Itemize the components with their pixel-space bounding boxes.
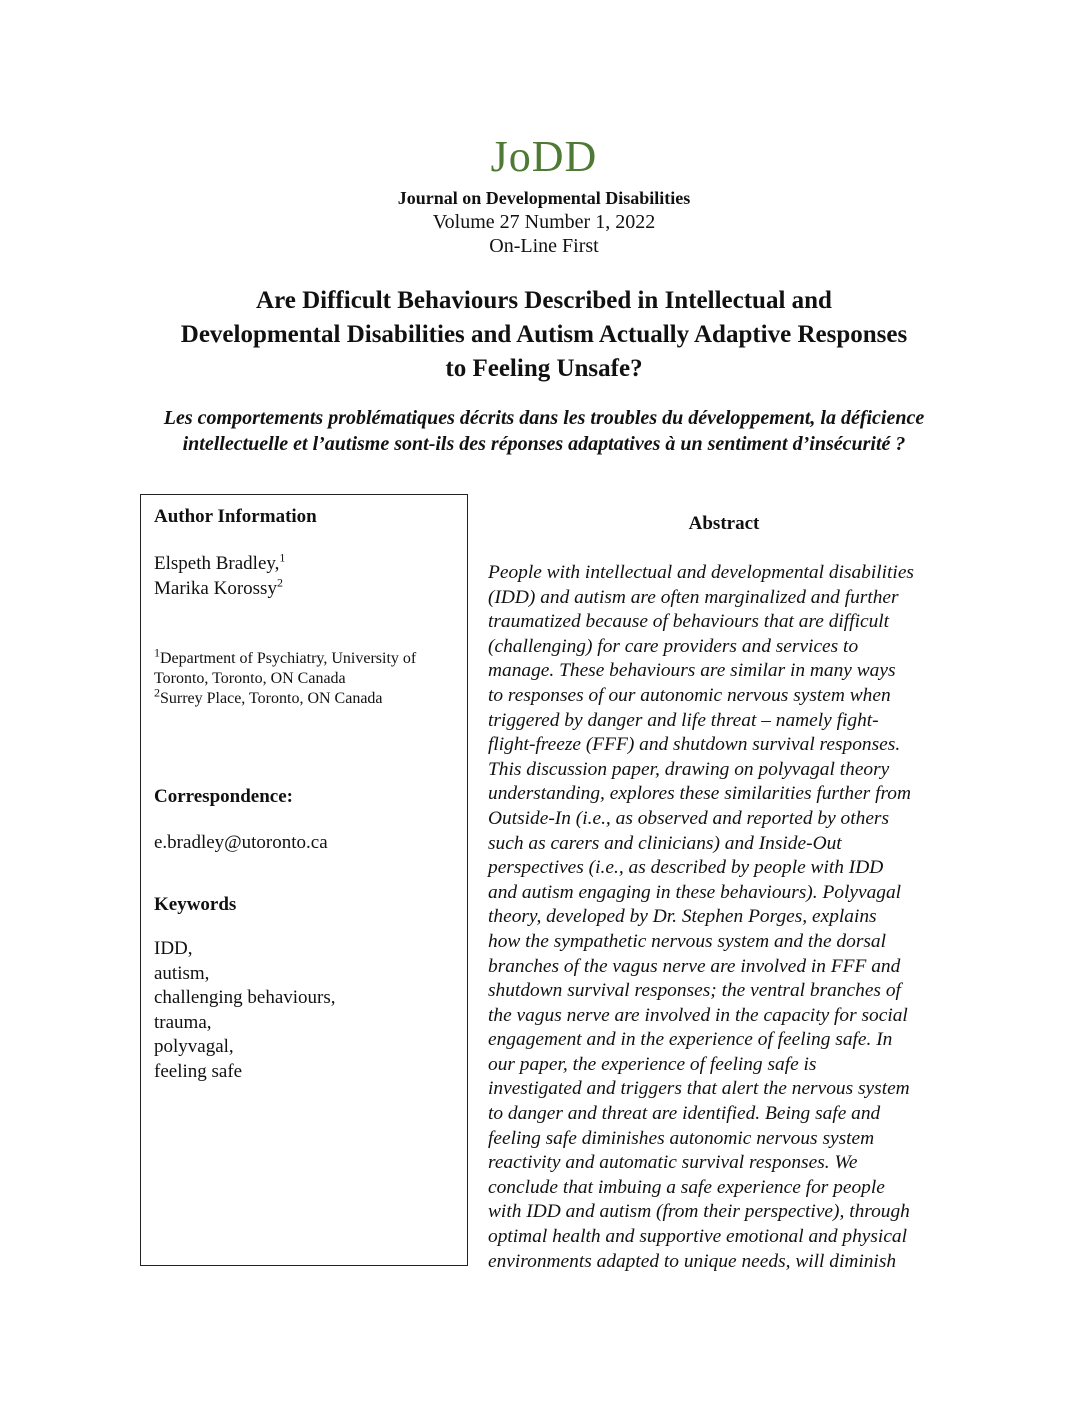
abstract-line: investigated and triggers that alert the nervous system xyxy=(488,1078,910,1100)
author-list xyxy=(154,551,467,601)
keyword: feeling safe xyxy=(154,1060,243,1082)
abstract-line: to responses of our autonomic nervous system when xyxy=(488,684,891,706)
abstract-line: This discussion paper, drawing on polyvagal theory xyxy=(488,758,890,780)
affiliation-entry xyxy=(154,685,454,709)
french-title-line: Les comportements problématiques décrits dans les troubles du développement, la déficience xyxy=(163,407,925,429)
author-superscript: 2 xyxy=(276,575,283,590)
masthead xyxy=(0,132,1088,258)
abstract-line: and autism engaging in these behaviours). Polyvagal xyxy=(488,881,902,903)
author-entry xyxy=(154,551,467,576)
french-title xyxy=(110,405,978,457)
abstract-body xyxy=(488,561,966,1274)
affiliation-superscript: 1 xyxy=(154,645,160,660)
abstract-line: feeling safe diminishes autonomic nervous system xyxy=(488,1127,875,1149)
keyword-list xyxy=(154,937,467,1085)
title-line: Developmental Disabilities and Autism Actually Adaptive Responses xyxy=(180,321,908,348)
abstract-line: flight-freeze (FFF) and shutdown survival responses. xyxy=(488,734,901,756)
correspondence-heading: Correspondence: xyxy=(154,786,293,807)
abstract-line: such as carers and clinicians) and Inside-Out xyxy=(488,832,842,854)
issue-info: Volume 27 Number 1, 2022 xyxy=(432,211,656,233)
keyword: IDD, xyxy=(154,938,193,959)
abstract-line: manage. These behaviours are similar in many ways xyxy=(488,660,896,682)
abstract-line: understanding, explores these similarities further from xyxy=(488,783,911,805)
publication-status: On-Line First xyxy=(489,235,599,257)
keyword: polyvagal, xyxy=(154,1036,234,1058)
author-superscript: 1 xyxy=(279,550,286,565)
abstract-line: engagement and in the experience of feeling safe. In xyxy=(488,1029,893,1051)
author-name: Marika Korossy xyxy=(154,578,277,599)
affiliations xyxy=(154,645,454,709)
author-information-box xyxy=(140,494,468,1266)
abstract-line: the vagus nerve are involved in the capacity for social xyxy=(488,1004,908,1026)
abstract-line: traumatized because of behaviours that are difficult xyxy=(488,611,890,633)
journal-name: Journal on Developmental Disabilities xyxy=(397,188,691,208)
abstract-line: triggered by danger and life threat – namely fight- xyxy=(488,709,879,731)
affiliation-entry xyxy=(154,645,454,689)
french-title-line: intellectuelle et l’autisme sont-ils des réponses adaptatives à un sentiment d’insécurité ? xyxy=(182,433,906,455)
author-info-heading: Author Information xyxy=(154,506,317,527)
title-line: to Feeling Unsafe? xyxy=(445,355,643,382)
abstract-heading: Abstract xyxy=(688,513,760,534)
keywords-heading: Keywords xyxy=(154,894,237,915)
abstract-line: People with intellectual and developmental disabilities xyxy=(488,562,914,583)
abstract-line: how the sympathetic nervous system and the dorsal xyxy=(488,930,886,952)
paper-title xyxy=(100,284,988,386)
abstract-line: (IDD) and autism are often marginalized and further xyxy=(488,586,899,608)
journal-logo: JoDD xyxy=(490,132,598,181)
author-entry xyxy=(154,576,467,601)
keyword: trauma, xyxy=(154,1011,212,1033)
abstract-line: reactivity and automatic survival responses. We xyxy=(488,1152,858,1174)
abstract-line: environments adapted to unique needs, will diminish xyxy=(488,1250,897,1272)
affiliation-superscript: 2 xyxy=(154,685,160,700)
keyword: challenging behaviours, xyxy=(154,987,336,1009)
keyword: autism, xyxy=(154,962,210,984)
abstract-line: conclude that imbuing a safe experience for people xyxy=(488,1176,885,1198)
abstract-line: Outside-In (i.e., as observed and reported by others xyxy=(488,807,890,829)
affiliation-text: Surrey Place, Toronto, ON Canada xyxy=(160,690,383,707)
abstract-line: branches of the vagus nerve are involved in FFF and xyxy=(488,955,901,977)
abstract-line: our paper, the experience of feeling safe is xyxy=(488,1053,817,1075)
abstract-line: optimal health and supportive emotional and physical xyxy=(488,1226,908,1248)
abstract-line: shutdown survival responses; the ventral branches of xyxy=(488,980,901,1002)
author-name: Elspeth Bradley, xyxy=(154,553,280,574)
abstract-line: perspectives (i.e., as described by people with IDD xyxy=(488,857,884,879)
affiliation-text: Department of Psychiatry, University of Toronto, Toronto, ON Canada xyxy=(154,650,417,687)
abstract-line: to danger and threat are identified. Being safe and xyxy=(488,1103,881,1125)
abstract-line: (challenging) for care providers and services to xyxy=(488,635,859,657)
abstract-line: theory, developed by Dr. Stephen Porges, explains xyxy=(488,906,877,928)
title-line: Are Difficult Behaviours Described in Intellectual and xyxy=(256,287,832,314)
abstract-line: with IDD and autism (from their perspective), through xyxy=(488,1201,910,1223)
correspondence-email: e.bradley@utoronto.ca xyxy=(154,832,328,853)
